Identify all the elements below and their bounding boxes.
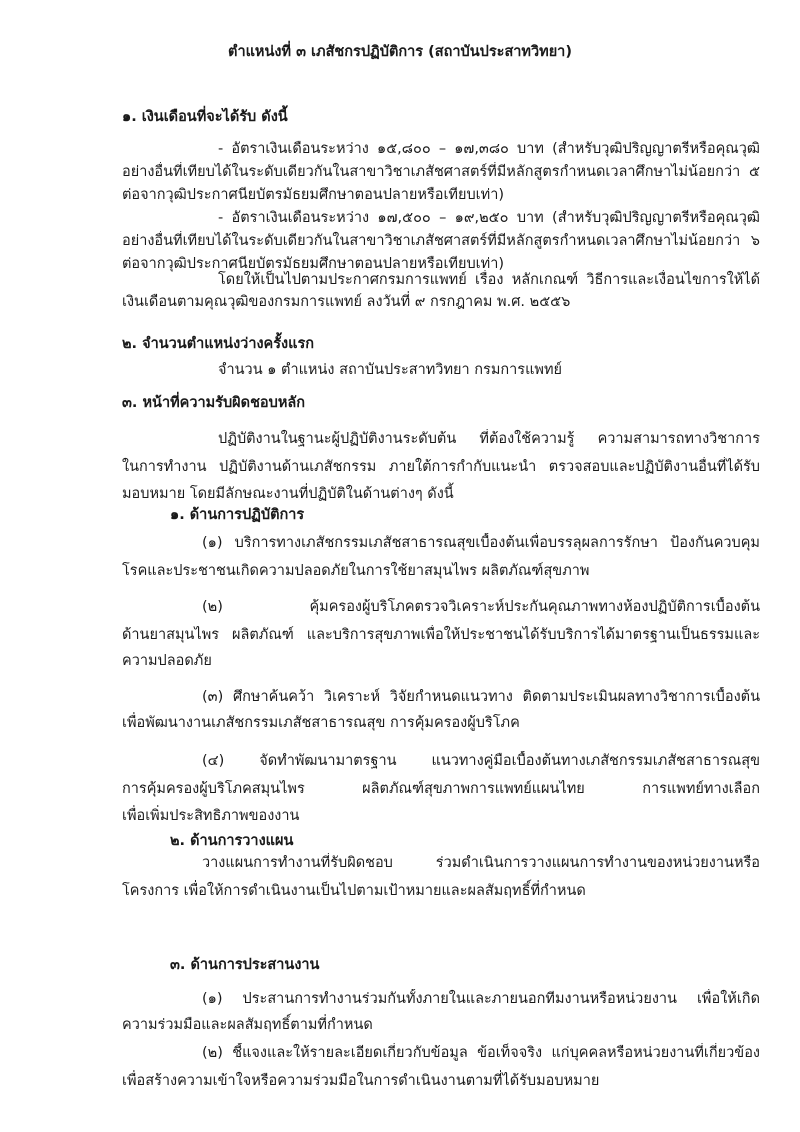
paragraph-line: อย่างอื่นที่เทียบได้ในระดับเดียวกันในสาขาวิชาเภสัชศาสตร์ที่มีหลักสูตรกำหนดเวลาศึกษาไม่น้อยกว่า ๖	[122, 233, 760, 249]
section-2-heading: ๒. จำนวนตำแหน่งว่างครั้งแรก	[122, 336, 315, 352]
paragraph-line: ในการทำงาน ปฏิบัติงานด้านเภสัชกรรม ภายใต้การกำกับแนะนำ ตรวจสอบและปฏิบัติงานอื่นที่ได้รับ	[122, 459, 760, 475]
paragraph-line: มอบหมาย โดยมีลักษณะงานที่ปฏิบัติในด้านต่างๆ ดังนี้	[122, 486, 454, 502]
subsection-heading: ๑. ด้านการปฏิบัติการ	[170, 507, 305, 523]
paragraph-line: เงินเดือนตามคุณวุฒิของกรมการแพทย์ ลงวันที่ ๙ กรกฎาคม พ.ศ. ๒๕๕๖	[122, 294, 571, 310]
section-3-heading: ๓. หน้าที่ความรับผิดชอบหลัก	[122, 395, 306, 411]
paragraph-line: (๒) คุ้มครองผู้บริโภคตรวจวิเคราะห์ประกันคุณภาพทางห้องปฏิบัติการเบื้องต้น	[202, 599, 760, 615]
paragraph-line: (๔) จัดทำพัฒนามาตรฐาน แนวทางคู่มือเบื้องต้นทางเภสัชกรรมเภสัชสาธารณสุข	[202, 753, 760, 769]
paragraph-line: เพื่อสร้างความเข้าใจหรือความร่วมมือในการดำเนินงานตามที่ได้รับมอบหมาย	[122, 1073, 600, 1089]
paragraph-line: - อัตราเงินเดือนระหว่าง ๑๕,๘๐๐ – ๑๗,๓๘๐ บาท (สำหรับวุฒิปริญญาตรีหรือคุณวุฒิ	[218, 141, 760, 157]
section-1-heading: ๑. เงินเดือนที่จะได้รับ ดังนี้	[122, 109, 288, 125]
paragraph-line: (๓) ศึกษาค้นคว้า วิเคราะห์ วิจัยกำหนดแนวทาง ติดตามประเมินผลทางวิชาการเบื้องต้น	[202, 689, 760, 705]
paragraph-line: อย่างอื่นที่เทียบได้ในระดับเดียวกันในสาขาวิชาเภสัชศาสตร์ที่มีหลักสูตรกำหนดเวลาศึกษาไม่น้อยกว่า ๕	[122, 164, 760, 180]
paragraph-line: โครงการ เพื่อให้การดำเนินงานเป็นไปตามเป้าหมายและผลสัมฤทธิ์ที่กำหนด	[122, 883, 586, 899]
paragraph-line: ต่อจากวุฒิประกาศนียบัตรมัธยมศึกษาตอนปลายหรือเทียบเท่า)	[122, 187, 504, 203]
paragraph-line: เพื่อเพิ่มประสิทธิภาพของงาน	[122, 808, 300, 824]
subsection-heading: ๒. ด้านการวางแผน	[170, 833, 294, 849]
page-title: ตำแหน่งที่ ๓ เภสัชกรปฏิบัติการ (สถาบันประสาทวิทยา)	[228, 44, 572, 60]
paragraph-line: (๑) ประสานการทำงานร่วมกันทั้งภายในและภายนอกทีมงานหรือหน่วยงาน เพื่อให้เกิด	[202, 991, 760, 1007]
paragraph-line: จำนวน ๑ ตำแหน่ง สถาบันประสาทวิทยา กรมการแพทย์	[218, 362, 563, 378]
paragraph-line: โดยให้เป็นไปตามประกาศกรมการแพทย์ เรื่อง หลักเกณฑ์ วิธีการและเงื่อนไขการให้ได้	[218, 272, 760, 288]
paragraph-line: - อัตราเงินเดือนระหว่าง ๑๗,๕๐๐ – ๑๙,๒๕๐ บาท (สำหรับวุฒิปริญญาตรีหรือคุณวุฒิ	[218, 210, 760, 226]
subsection-heading: ๓. ด้านการประสานงาน	[170, 957, 320, 973]
paragraph-line: เพื่อพัฒนางานเภสัชกรรมเภสัชสาธารณสุข การคุ้มครองผู้บริโภค	[122, 715, 520, 731]
paragraph-line: โรคและประชาชนเกิดความปลอดภัยในการใช้ยาสมุนไพร ผลิตภัณฑ์สุขภาพ	[122, 563, 590, 579]
paragraph-line: ปฏิบัติงานในฐานะผู้ปฏิบัติงานระดับต้น ที่ต้องใช้ความรู้ ความสามารถทางวิชาการ	[218, 431, 760, 447]
paragraph-line: ด้านยาสมุนไพร ผลิตภัณฑ์ และบริการสุขภาพเพื่อให้ประชาชนได้รับบริการได้มาตรฐานเป็นธรรมและ	[122, 627, 760, 643]
paragraph-line: (๒) ชี้แจงและให้รายละเอียดเกี่ยวกับข้อมูล ข้อเท็จจริง แก่บุคคลหรือหน่วยงานที่เกี่ยวข้อง	[202, 1045, 760, 1061]
paragraph-line: ต่อจากวุฒิประกาศนียบัตรมัธยมศึกษาตอนปลายหรือเทียบเท่า)	[122, 256, 504, 272]
paragraph-line: ความร่วมมือและผลสัมฤทธิ์ตามที่กำหนด	[122, 1017, 373, 1033]
paragraph-line: (๑) บริการทางเภสัชกรรมเภสัชสาธารณสุขเบื้องต้นเพื่อบรรลุผลการรักษา ป้องกันควบคุม	[202, 535, 760, 551]
paragraph-line: การคุ้มครองผู้บริโภคสมุนไพร ผลิตภัณฑ์สุขภาพการแพทย์แผนไทย การแพทย์ทางเลือก	[122, 781, 760, 797]
paragraph-line: วางแผนการทำงานที่รับผิดชอบ ร่วมดำเนินการวางแผนการทำงานของหน่วยงานหรือ	[202, 855, 760, 871]
paragraph-line: ความปลอดภัย	[122, 653, 212, 669]
